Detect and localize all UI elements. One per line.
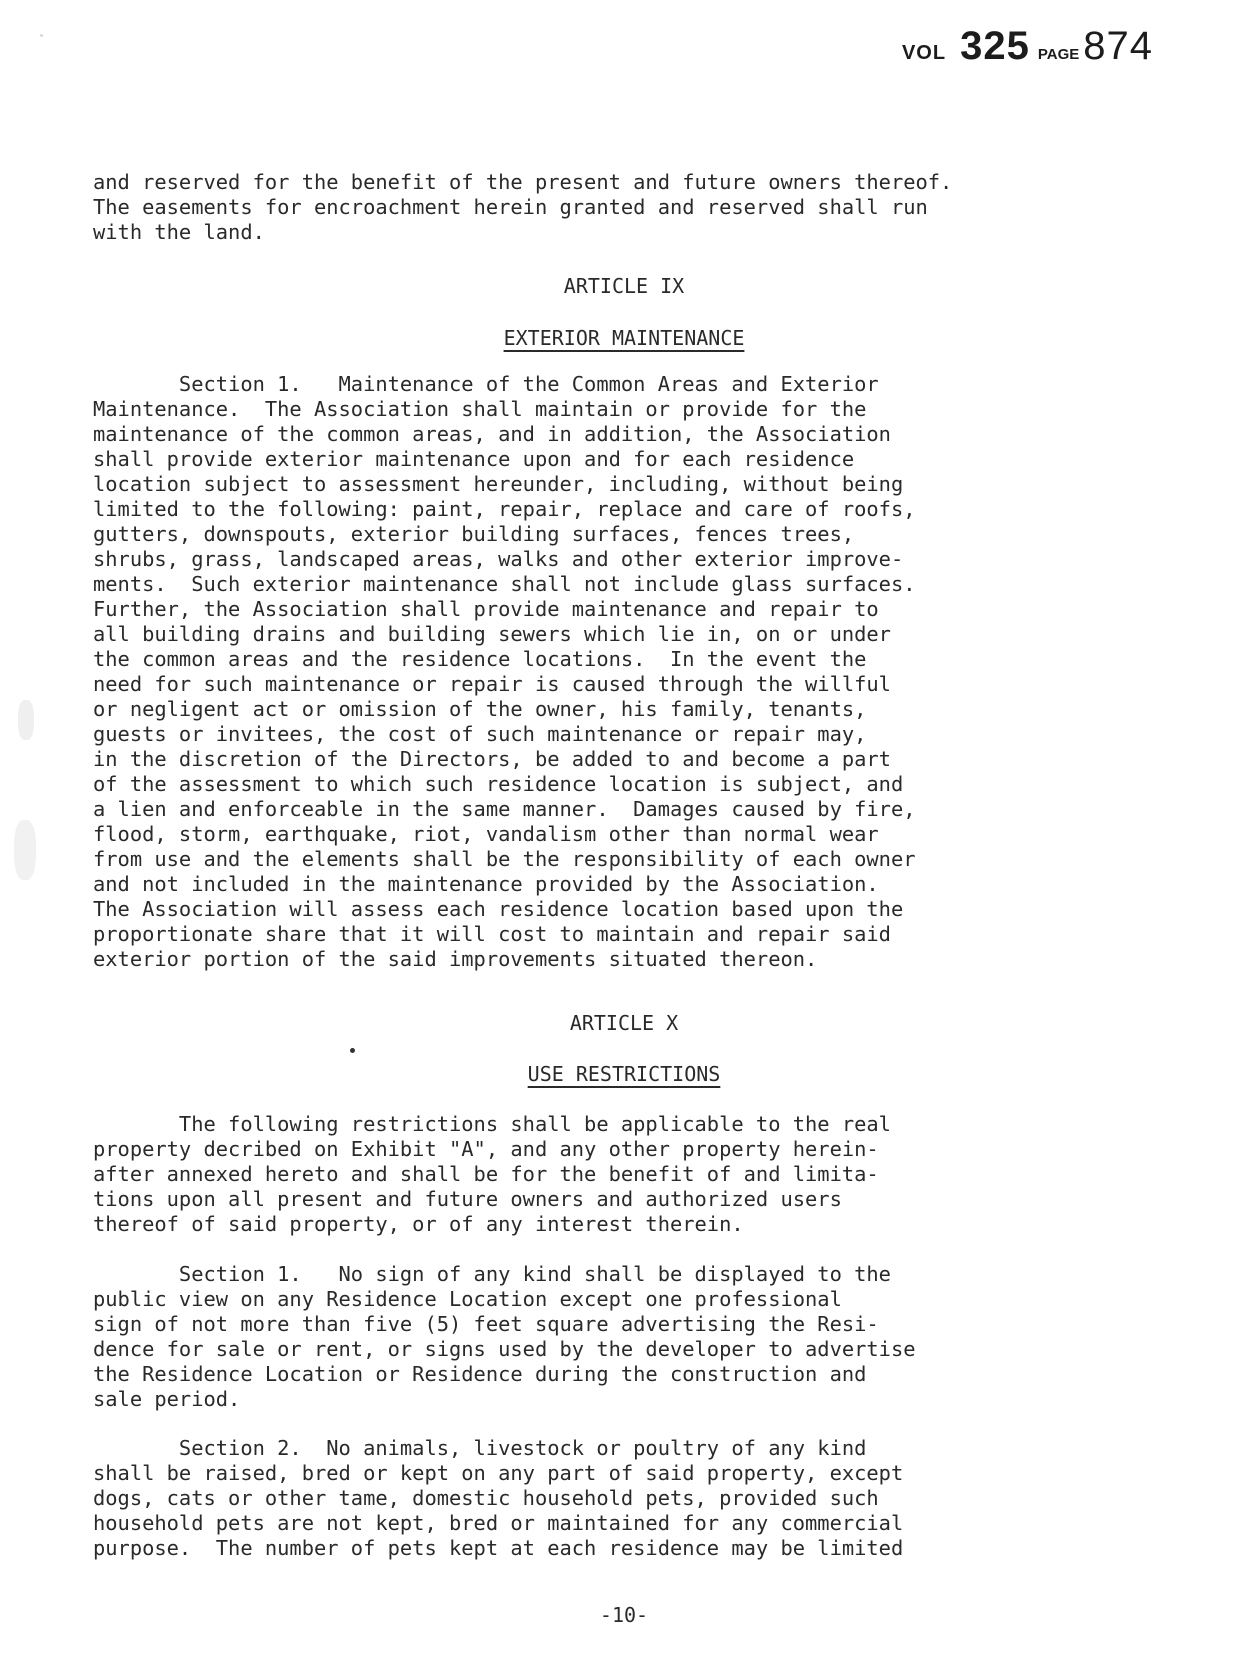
volume-label: VOL — [901, 42, 947, 64]
stray-mark — [350, 1048, 355, 1053]
article-x-heading: ARTICLE X — [569, 1011, 679, 1035]
volume-number: 325 — [960, 24, 1030, 68]
article-x-section-2: Section 2. No animals, livestock or poultry of any kind shall be raised, bred or kept on any part of said property, except dogs, cats or other tame, domestic household pets, provided such household pets are not kept, bred or maintained for any commercial purpose. The number of pets kept at each residence may be limited — [93, 1436, 904, 1560]
article-ix-title-wrap — [0, 326, 1248, 350]
scan-smudge — [18, 700, 34, 740]
intro-paragraph: and reserved for the benefit of the present and future owners thereof. The easements for encroachment herein granted and reserved shall run with the land. — [93, 170, 953, 244]
footer-page-number: -10- — [599, 1603, 649, 1627]
article-ix-title: EXTERIOR MAINTENANCE — [503, 326, 745, 350]
page-header-reference — [902, 24, 1153, 69]
scan-smudge — [14, 820, 36, 880]
article-x-title-wrap — [0, 1062, 1248, 1086]
article-x-title: USE RESTRICTIONS — [527, 1062, 721, 1086]
page-label: PAGE — [1037, 46, 1080, 63]
article-x-intro: The following restrictions shall be applicable to the real property decribed on Exhibit "A", and any other property herein- after annexed hereto and shall be for the benefit of and limita- tions upon all present and future owners and authorized users thereof of said property, or of any interest therein. — [93, 1112, 891, 1236]
book-page-number: 874 — [1083, 24, 1153, 68]
article-ix-heading: ARTICLE IX — [563, 274, 685, 298]
article-ix-section-1: Section 1. Maintenance of the Common Areas and Exterior Maintenance. The Association shall maintain or provide for the maintenance of the common areas, and in addition, the Association shall provide exterior maintenance upon and for each residence location subject to assessment hereunder, including, without being limited to the following: paint, repair, replace and care of roofs, gutters, downspouts, exterior building surfaces, fences trees, shrubs, grass, landscaped areas, walks and other exterior improve- ments. Such exterior maintenance shall not include glass surfaces. Further, the Association shall provide maintenance and repair to all building drains and building sewers which lie in, on or under the common areas and the residence locations. In the event the need for such maintenance or repair is caused through the willful or negligent act or omission of the owner, his family, tenants, guests or invitees, the cost of such maintenance or repair may, in the discretion of the Directors, be added to and become a part of the assessment to which such residence location is subject, and a lien and enforceable in the same manner. Damages caused by fire, flood, storm, earthquake, riot, vandalism other than normal wear from use and the elements shall be the responsibility of each owner and not included in the maintenance provided by the Association. The Association will assess each residence location based upon the proportionate share that it will cost to maintain and repair said exterior portion of the said improvements situated thereon. — [93, 372, 916, 971]
article-x-section-1: Section 1. No sign of any kind shall be displayed to the public view on any Residence Location except one professional sign of not more than five (5) feet square advertising the Resi- dence for sale or rent, or signs used by the developer to advertise the Residence Location or Residence during the construction and sale period. — [93, 1262, 916, 1411]
scan-speck — [40, 34, 43, 37]
